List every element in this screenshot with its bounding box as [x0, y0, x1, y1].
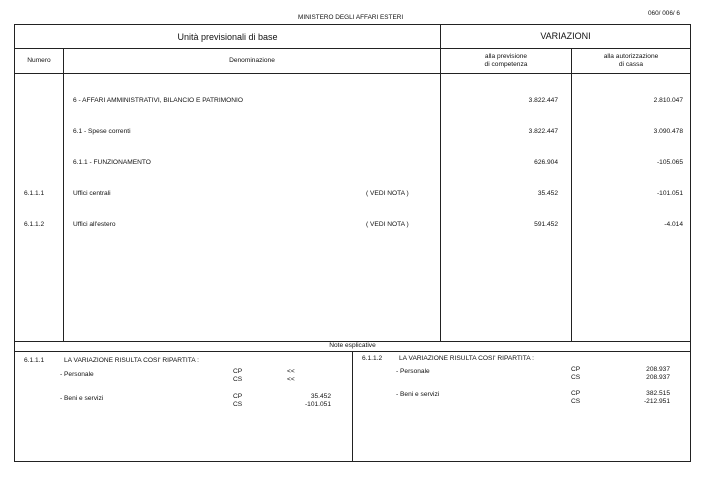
note-item-label: - Beni e servizi — [60, 395, 104, 402]
note-cp-label: CP — [571, 390, 581, 397]
note-heading: LA VARIAZIONE RISULTA COSI' RIPARTITA : — [399, 355, 534, 362]
column-header-previsione-line1: alla previsione — [484, 53, 528, 60]
note-cp-label: CP — [571, 366, 581, 373]
note-item-label: - Personale — [396, 368, 430, 375]
row-competenza: 35.452 — [537, 190, 558, 197]
column-header-previsione-line2: di competenza — [484, 61, 528, 68]
row-cassa: -4.014 — [664, 221, 683, 228]
row-denominazione: Uffici centrali — [73, 190, 111, 197]
row-nota-reference: ( VEDI NOTA ) — [366, 190, 409, 197]
row-numero: 6.1.1.1 — [24, 190, 45, 197]
row-denominazione: 6 - AFFARI AMMINISTRATIVI, BILANCIO E PATRIMONIO — [73, 97, 243, 104]
note-code: 6.1.1.1 — [24, 357, 45, 364]
note-item-label: - Beni e servizi — [396, 391, 440, 398]
note-cp-value: 382.515 — [646, 390, 670, 397]
note-cp-label: CP — [233, 393, 243, 400]
header-variazioni: VARIAZIONI — [540, 31, 591, 41]
page-reference: 060/ 006/ 6 — [648, 10, 680, 17]
note-cs-value: -212.951 — [643, 398, 670, 405]
note-item-label: - Personale — [60, 371, 94, 378]
row-denominazione: 6.1.1 - FUNZIONAMENTO — [73, 159, 151, 166]
notes-title: Note esplicative — [329, 342, 376, 349]
note-cp-value: 35.452 — [310, 393, 331, 400]
note-cs-label: CS — [571, 398, 581, 405]
row-cassa: 2.810.047 — [653, 97, 683, 104]
row-denominazione: Uffici all'estero — [73, 221, 116, 228]
note-cs-label: CS — [233, 401, 243, 408]
row-cassa: -101.051 — [656, 190, 683, 197]
note-cp-label: CP — [233, 368, 243, 375]
note-cs-value: -101.051 — [304, 401, 331, 408]
column-header-cassa-line2: di cassa — [618, 61, 644, 68]
column-header-denominazione: Denominazione — [229, 57, 275, 64]
row-competenza: 3.822.447 — [528, 128, 558, 135]
note-cs-value: 208.937 — [646, 374, 670, 381]
row-competenza: 591.452 — [534, 221, 558, 228]
row-competenza: 626.904 — [534, 159, 558, 166]
ministry-title: MINISTERO DEGLI AFFARI ESTERI — [298, 14, 404, 21]
column-header-numero: Numero — [27, 57, 51, 64]
note-cs-label: CS — [571, 374, 581, 381]
header-unita-previsionali: Unità previsionali di base — [177, 32, 278, 42]
note-cp-value: << — [287, 368, 295, 375]
row-competenza: 3.822.447 — [528, 97, 558, 104]
row-numero: 6.1.1.2 — [24, 221, 45, 228]
note-cs-value: << — [287, 376, 295, 383]
row-cassa: 3.090.478 — [653, 128, 683, 135]
note-cs-label: CS — [233, 376, 243, 383]
column-header-cassa-line1: alla autorizzazione — [603, 53, 659, 60]
note-cp-value: 208.937 — [646, 366, 670, 373]
row-nota-reference: ( VEDI NOTA ) — [366, 221, 409, 228]
note-code: 6.1.1.2 — [362, 355, 383, 362]
row-denominazione: 6.1 - Spese correnti — [73, 128, 131, 135]
note-heading: LA VARIAZIONE RISULTA COSI' RIPARTITA : — [64, 357, 199, 364]
row-cassa: -105.065 — [656, 159, 683, 166]
